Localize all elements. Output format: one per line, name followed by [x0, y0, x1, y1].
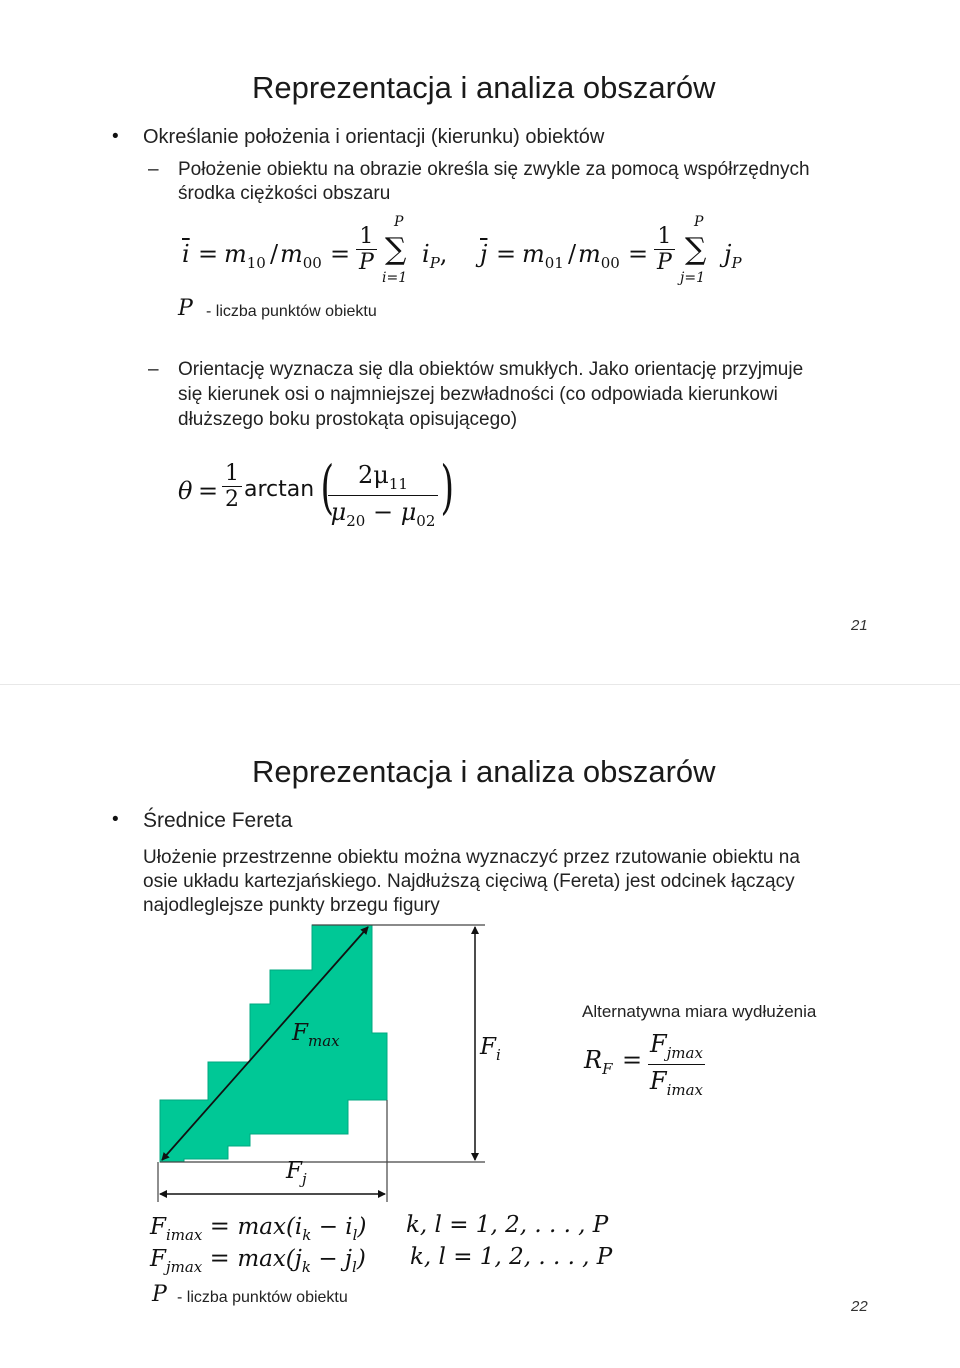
slide-title: Reprezentacja i analiza obszarów [252, 754, 716, 789]
j-p: $j_P$ [724, 240, 742, 272]
equals-2: = [628, 240, 649, 268]
half: $\frac{1}{2}$ [222, 461, 242, 512]
dash-2: – [148, 359, 159, 380]
feret-diagram [140, 914, 520, 1214]
p-note: - liczba punktów obiektu [206, 303, 377, 320]
alt-caption: Alternatywna miara wydłużenia [582, 1002, 817, 1021]
page-number: 22 [851, 1298, 868, 1315]
slash: / [568, 240, 577, 268]
subbullet-2-line3: dłuższego boku prostokąta opisującego) [178, 409, 518, 430]
subbullet-1-line2: środka ciężkości obszaru [178, 183, 391, 204]
equals: = [198, 477, 219, 505]
fraction: $\frac{1}{P}$ [356, 224, 377, 275]
rf-lhs: $R_F$ [584, 1046, 613, 1078]
m10: $m_{10}$ [224, 240, 266, 272]
object-region [160, 925, 387, 1162]
slide-title: Reprezentacja i analiza obszarów [252, 70, 716, 105]
slide-22 [0, 684, 960, 1368]
fi-label: $F_i$ [480, 1034, 501, 1064]
m01: $m_{01}$ [522, 240, 564, 272]
p-note: - liczba punktów obiektu [177, 1289, 348, 1306]
bullet-text: Określanie położenia i orientacji (kierunku) obiektów [143, 126, 605, 148]
page-number: 21 [851, 617, 868, 634]
i-p: $i_P$, [422, 240, 448, 272]
paragraph-line1: Ułożenie przestrzenne obiektu można wyznaczyć przez rzutowanie obiektu na [143, 847, 800, 868]
sum-bottom: i=1 [382, 270, 408, 286]
equation-i-centroid [182, 214, 462, 293]
subbullet-2-line1: Orientację wyznacza się dla obiektów smukłych. Jako orientację przyjmuje [178, 359, 804, 380]
equation-j-centroid [480, 214, 760, 293]
formula-fjmax: $F_{jmax} = \max(j_k - j_l)$ [150, 1244, 366, 1276]
m00: $m_{00}$ [280, 240, 322, 272]
formula-fimax-range: k, l = 1, 2, . . . , P [406, 1212, 609, 1238]
fj-label: $F_j$ [286, 1158, 307, 1188]
paragraph-line2: osie układu kartezjańskiego. Najdłuższą cięciwą (Fereta) jest odcinek łączący [143, 871, 795, 892]
sum-sign: ∑ [685, 232, 707, 267]
subbullet-2-line2: się kierunek osi o najmniejszej bezwładności (co odpowiada kierunkowi [178, 384, 778, 405]
subbullet-1-line1: Położenie obiektu na obrazie określa się zwykle za pomocą współrzędnych [178, 159, 810, 180]
equation-theta [178, 455, 478, 535]
i-bar: $\overline{i}$ [182, 240, 190, 268]
equals-2: = [330, 240, 351, 268]
paren-right: ) [440, 453, 455, 521]
p-symbol: P [178, 296, 193, 321]
theta: θ [178, 477, 193, 505]
bullet-dot: • [112, 809, 119, 830]
sum-bottom: j=1 [680, 270, 705, 286]
paragraph-line3: najodleglejsze punkty brzegu figury [143, 895, 440, 916]
equals: = [622, 1046, 643, 1074]
formula-fimax: $F_{imax} = \max(i_k - i_l)$ [150, 1212, 367, 1244]
inner-fraction: $2\mu_{11}$ $\mu_{20} - \mu_{02}$ [328, 461, 438, 530]
equals: = [198, 240, 219, 268]
arctan: arctan [244, 477, 315, 502]
sum-top: P [694, 214, 704, 230]
equals: = [496, 240, 517, 268]
dash: – [148, 159, 159, 180]
fraction: $\frac{1}{P}$ [654, 224, 675, 275]
slash: / [270, 240, 279, 268]
bullet-dot: • [112, 126, 119, 147]
p-symbol: P [152, 1282, 167, 1307]
j-bar: $\overline{j}$ [480, 240, 488, 268]
sum-top: P [394, 214, 404, 230]
rf-fraction: $F_{jmax}$ $F_{imax}$ [649, 1030, 704, 1099]
bullet-text: Średnice Fereta [143, 809, 293, 832]
m00: $m_{00}$ [578, 240, 620, 272]
fmax-label: $F_{max}$ [292, 1020, 340, 1050]
formula-fjmax-range: k, l = 1, 2, . . . , P [410, 1244, 613, 1270]
paren-left: ( [320, 453, 335, 521]
rf-equation [584, 1028, 784, 1098]
sum-sign: ∑ [385, 232, 407, 267]
